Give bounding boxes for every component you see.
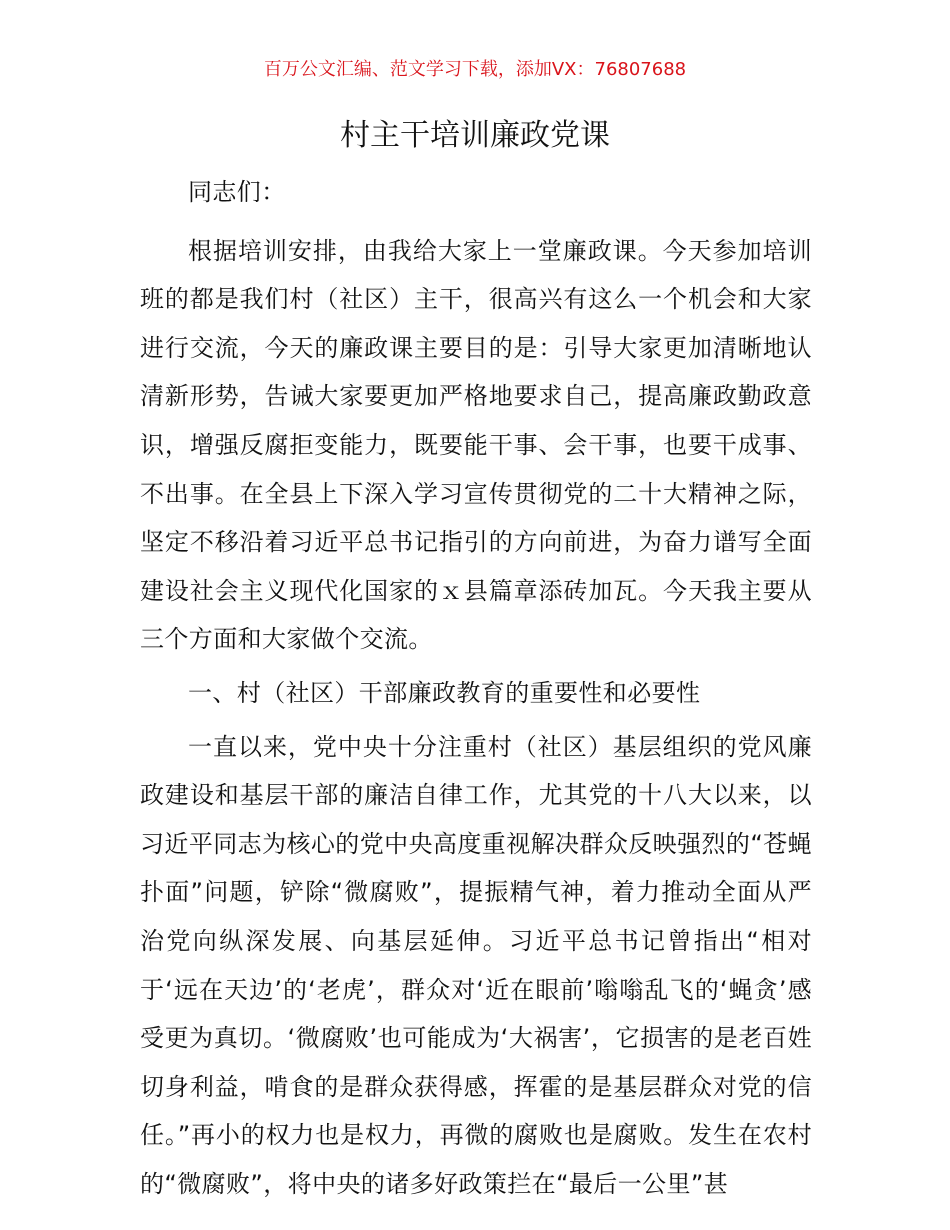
document-title: 村主干培训廉政党课 — [340, 118, 610, 153]
header-watermark: 百万公文汇编、范文学习下载，添加VX：76807688 — [263, 59, 687, 80]
document-body — [140, 168, 812, 1213]
section-heading-1: 一、村（社区）干部廉政教育的重要性和必要性 — [188, 678, 701, 707]
paragraph-intro: 根据培训安排，由我给大家上一堂廉政课。今天参加培训班的都是我们村（社区）主干，很高兴有这么一个机会和大家进行交流，今天的廉政课主要目的是：引导大家更加清晰地认清新形势，告诫大家要更加严格地要求自己，提高廉政勤政意识，增强反腐拒变能力，既要能干事、会干事，也要干成事、不出事。在全县上下深入学习宣传贯彻党的二十大精神之际，坚定不移沿着习近平总书记指引的方向前进，为奋力谱写全面建设社会主义现代化国家的ｘ县篇章添砖加瓦。今天我主要从三个方面和大家做个交流。 — [140, 236, 812, 654]
paragraph-section-1: 一直以来，党中央十分注重村（社区）基层组织的党风廉政建设和基层干部的廉洁自律工作，尤其党的十八大以来，以习近平同志为核心的党中央高度重视解决群众反映强烈的“苍蝇扑面”问题，铲除“微腐败”，提振精气神，着力推动全面从严治党向纵深发展、向基层延伸。习近平总书记曾指出“相对于‘远在天边’的‘老虎’，群众对‘近在眼前’嗡嗡乱飞的‘蝇贪’感受更为真切。‘微腐败’也可能成为‘大祸害’，它损害的是老百姓切身利益，啃食的是群众获得感，挥霍的是基层群众对党的信任。”再小的权力也是权力，再微的腐败也是腐败。发生在农村的“微腐败”，将中央的诸多好政策拦在“最后一公里”甚 — [140, 732, 812, 1198]
salutation: 同志们： — [188, 178, 286, 206]
